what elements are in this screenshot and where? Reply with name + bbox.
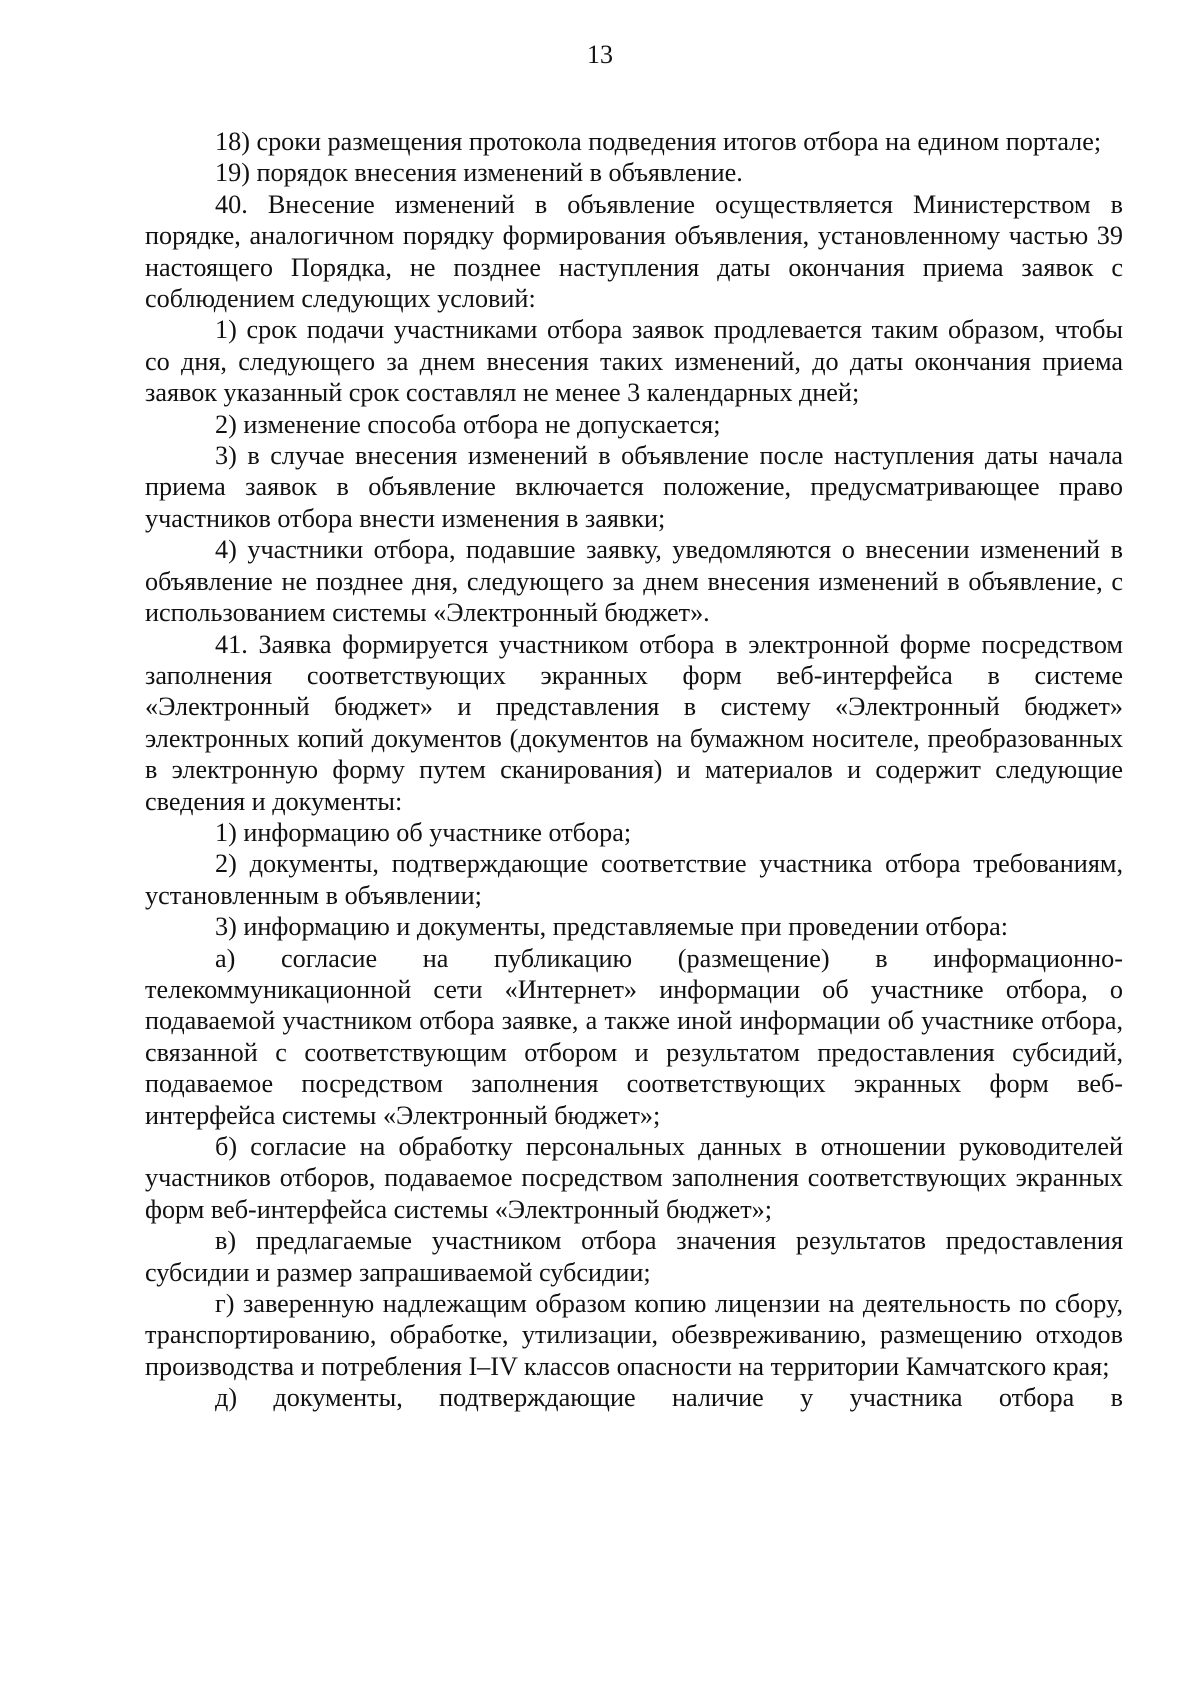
paragraph-condition-3: 3) в случае внесения изменений в объявление после наступления даты начала приема заявок в объявление включается положение, предусматривающее право участников отбора внести изменения в заявки; — [145, 441, 1123, 533]
paragraph-condition-4: 4) участники отбора, подавшие заявку, уведомляются о внесении изменений в объявление не позднее дня, следующего за днем внесения изменений в объявление, с использованием системы «Электронный бюджет». — [145, 535, 1123, 628]
paragraph-application-2: 2) документы, подтверждающие соответствие участника отбора требованиям, установленным в объявлении; — [145, 849, 1123, 910]
paragraph-subitem-b: б) согласие на обработку персональных данных в отношении руководителей участников отборов, подаваемое посредством заполнения соответствующих экранных форм веб-интерфейса системы «Электронный бюджет»; — [145, 1132, 1123, 1224]
paragraph-subitem-d: д) документы, подтверждающие наличие у участника отбора в — [215, 1383, 1123, 1413]
paragraph-section-41: 41. Заявка формируется участником отбора в электронной форме посредством заполнения соответствующих экранных форм веб-интерфейса в системе «Электронный бюджет» и представления в систему «Электронный бюджет» электронных копий документов (документов на бумажном носителе, преобразованных в электронную форму путем сканирования) и материалов и содержит следующие сведения и документы: — [145, 629, 1123, 816]
paragraph-condition-2: 2) изменение способа отбора не допускается; — [215, 409, 721, 439]
paragraph-condition-1: 1) срок подачи участниками отбора заявок продлевается таким образом, чтобы со дня, следующего за днем внесения таких изменений, до даты окончания приема заявок указанный срок составлял не менее 3 календарных дней; — [145, 315, 1123, 408]
paragraph-subitem-a: а) согласие на публикацию (размещение) в информационно-телекоммуникационной сети «Интернет» информации об участнике отбора, о подаваемой участником отбора заявке, а также иной информации об участнике отбора, связанной с соответствующим отбором и результатом предоставления субсидий, подаваемое посредством заполнения соответствующих экранных форм веб-интерфейса системы «Электронный бюджет»; — [145, 943, 1123, 1130]
paragraph-item-19: 19) порядок внесения изменений в объявление. — [215, 158, 743, 188]
paragraph-application-1: 1) информацию об участнике отбора; — [215, 817, 632, 847]
paragraph-item-18: 18) сроки размещения протокола подведения итогов отбора на едином портале; — [215, 127, 1102, 156]
paragraph-subitem-v: в) предлагаемые участником отбора значения результатов предоставления субсидии и размер запрашиваемой субсидии; — [145, 1226, 1123, 1287]
paragraph-subitem-g: г) заверенную надлежащим образом копию лицензии на деятельность по сбору, транспортированию, обработке, утилизации, обезвреживанию, размещению отходов производства и потребления I–IV классов опасности на территории Камчатского края; — [145, 1289, 1123, 1381]
paragraph-application-3: 3) информацию и документы, представляемые при проведении отбора: — [215, 912, 1009, 942]
paragraph-section-40: 40. Внесение изменений в объявление осуществляется Министерством в порядке, аналогичном порядку формирования объявления, установленному частью 39 настоящего Порядка, не позднее наступления даты окончания приема заявок с соблюдением следующих условий: — [145, 189, 1123, 314]
document-body — [145, 126, 1123, 1414]
page-number: 13 — [587, 40, 613, 69]
